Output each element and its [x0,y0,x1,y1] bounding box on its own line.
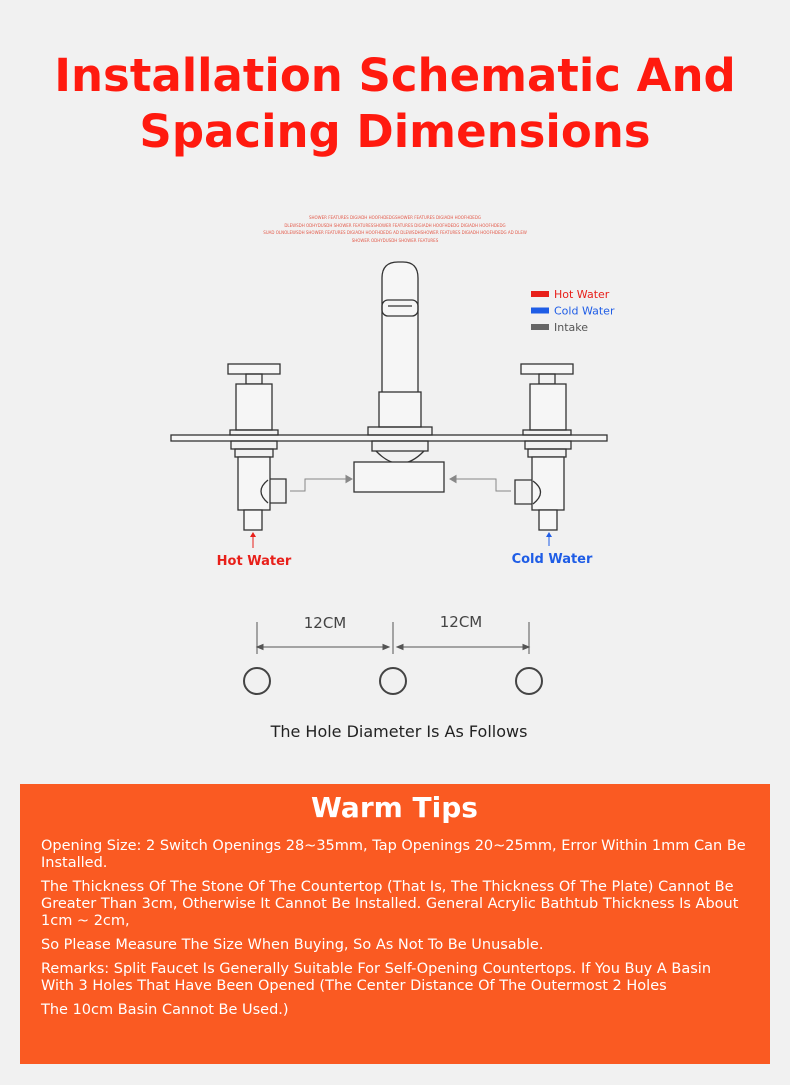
center-spout [354,262,444,492]
warm-tips-title: Warm Tips [311,791,478,824]
title-line-2: Spacing Dimensions [139,105,651,158]
hose-left [290,479,346,491]
tip-item: So Please Measure The Size When Buying, So As Not To Be Unusable. [41,937,544,953]
tip-item: Remarks: Split Faucet Is Generally Suitable For Self-Opening Countertops. If You Buy A Basin With 3 Holes That Have Been Opened (The Center Distance Of The Outermost 2 Holes [41,961,712,994]
hole-left [244,668,270,694]
hot-water-label: Hot Water [216,554,292,569]
fine-print-line: SHOWER FEATURES DIGIADH HOOFHDEDGSHOWER FEATURES DIGIADH HOOFHDEDG [308,215,481,220]
hole-diameter-caption: The Hole Diameter Is As Follows [270,722,528,741]
hole-right [516,668,542,694]
warm-tips-panel [20,784,770,1064]
cold-water-label: Cold Water [511,552,593,567]
legend-label: Hot Water [554,288,610,301]
spacing-right-label: 12CM [439,613,483,631]
cold-valve [515,364,573,530]
fine-print-line: SHOWER ODHYDUSDH SHOWER FEATURES [351,237,439,243]
spacing-left-label: 12CM [303,614,347,632]
legend [531,288,615,334]
hose-right [456,479,511,491]
fine-print-line: DLEWSDH ODHYDUSDH SHOWER FEATURESSHOWER FEATURES DIGIADH HOOFHDEDG DIGIADH HOOFHDEDG [284,222,506,228]
fine-print-line: SUAD OLNOLEWSDH SHOWER FEATURES DIGIADH HOOFHDEDG AD DLEWSDHSHOWER FEATURES DIGIADH HOOFHDEDG AD DLEW [263,230,527,235]
title-line-1: Installation Schematic And [54,49,736,102]
tip-item: Opening Size: 2 Switch Openings 28~35mm, Tap Openings 20~25mm, Error Within 1mm Can Be Installed. [41,838,746,871]
hole-center [380,668,406,694]
installation-diagram [0,240,790,760]
page-title [0,48,790,160]
legend-label: Intake [554,321,589,334]
legend-swatch [531,324,549,330]
legend-label: Cold Water [554,304,615,318]
countertop-plate [171,435,607,441]
spacing-dimensions [257,622,529,654]
tip-item: The 10cm Basin Cannot Be Used.) [41,1002,289,1018]
legend-swatch [531,291,549,297]
hot-valve [228,364,286,530]
tip-item: The Thickness Of The Stone Of The Countertop (That Is, The Thickness Of The Plate) Cannot Be Greater Than 3cm, Otherwise It Cannot Be Installed. General Acrylic Bathtub Thickness Is About 1cm ~ 2cm, [41,879,739,929]
legend-swatch [531,308,549,314]
